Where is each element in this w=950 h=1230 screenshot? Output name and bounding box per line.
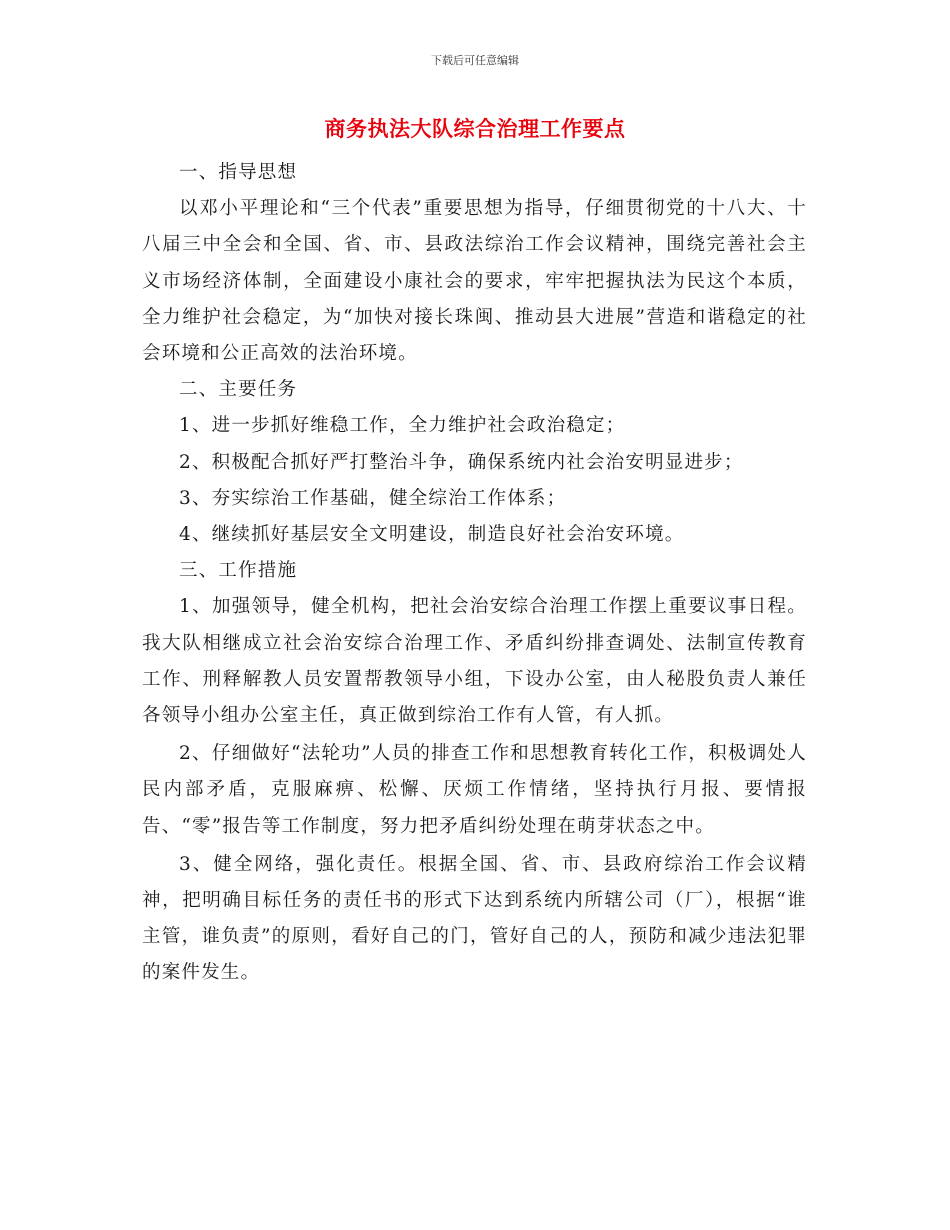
section-heading-guiding-ideology: 一、指导思想: [179, 162, 298, 183]
section-heading-main-tasks: 二、主要任务: [179, 379, 298, 401]
header-note: 下载后可任意编辑: [431, 54, 519, 67]
document-body: [142, 155, 807, 992]
measure-item-2: 2、仔细做好“法轮功”人员的排查工作和思想教育转化工作，积极调处人民内部矛盾，克服麻痹、松懈、厌烦工作情绪，坚持执行月报、要情报告、“零”报告等工作制度，努力把矛盾纠纷处理在萌芽状态之中。: [142, 743, 807, 837]
task-item-4: 4、继续抓好基层安全文明建设，制造良好社会治安环境。: [179, 524, 685, 546]
document-title: 商务执法大队综合治理工作要点: [324, 116, 626, 141]
section-heading-work-measures: 三、工作措施: [179, 560, 298, 582]
measure-item-3: 3、健全网络，强化责任。根据全国、省、市、县政府综治工作会议精神，把明确目标任务的责任书的形式下达到系统内所辖公司（厂），根据“谁主管，谁负责”的原则，看好自己的门，管好自己的人，预防和减少违法犯罪的案件发生。: [142, 853, 807, 984]
paragraph-guiding-ideology: 以邓小平理论和“三个代表”重要思想为指导，仔细贯彻党的十八大、十八届三中全会和全国、省、市、县政法综治工作会议精神，围绕完善社会主义市场经济体制，全面建设小康社会的要求，牢牢把握执法为民这个本质，全力维护社会稳定，为“加快对接长珠闽、推动县大进展”营造和谐稳定的社会环境和公正高效的法治环境。: [142, 198, 807, 365]
task-item-1: 1、进一步抓好维稳工作，全力维护社会政治稳定；: [179, 415, 626, 437]
task-item-3: 3、夯实综治工作基础，健全综治工作体系；: [179, 487, 567, 509]
task-item-2: 2、积极配合抓好严打整治斗争，确保系统内社会治安明显进步；: [179, 451, 744, 473]
measure-item-1: 1、加强领导，健全机构，把社会治安综合治理工作摆上重要议事日程。我大队相继成立社会治安综合治理工作、矛盾纠纷排查调处、法制宣传教育工作、刑释解教人员安置帮教领导小组，下设办公室，由人秘股负责人兼任各领导小组办公室主任，真正做到综治工作有人管，有人抓。: [142, 596, 807, 727]
